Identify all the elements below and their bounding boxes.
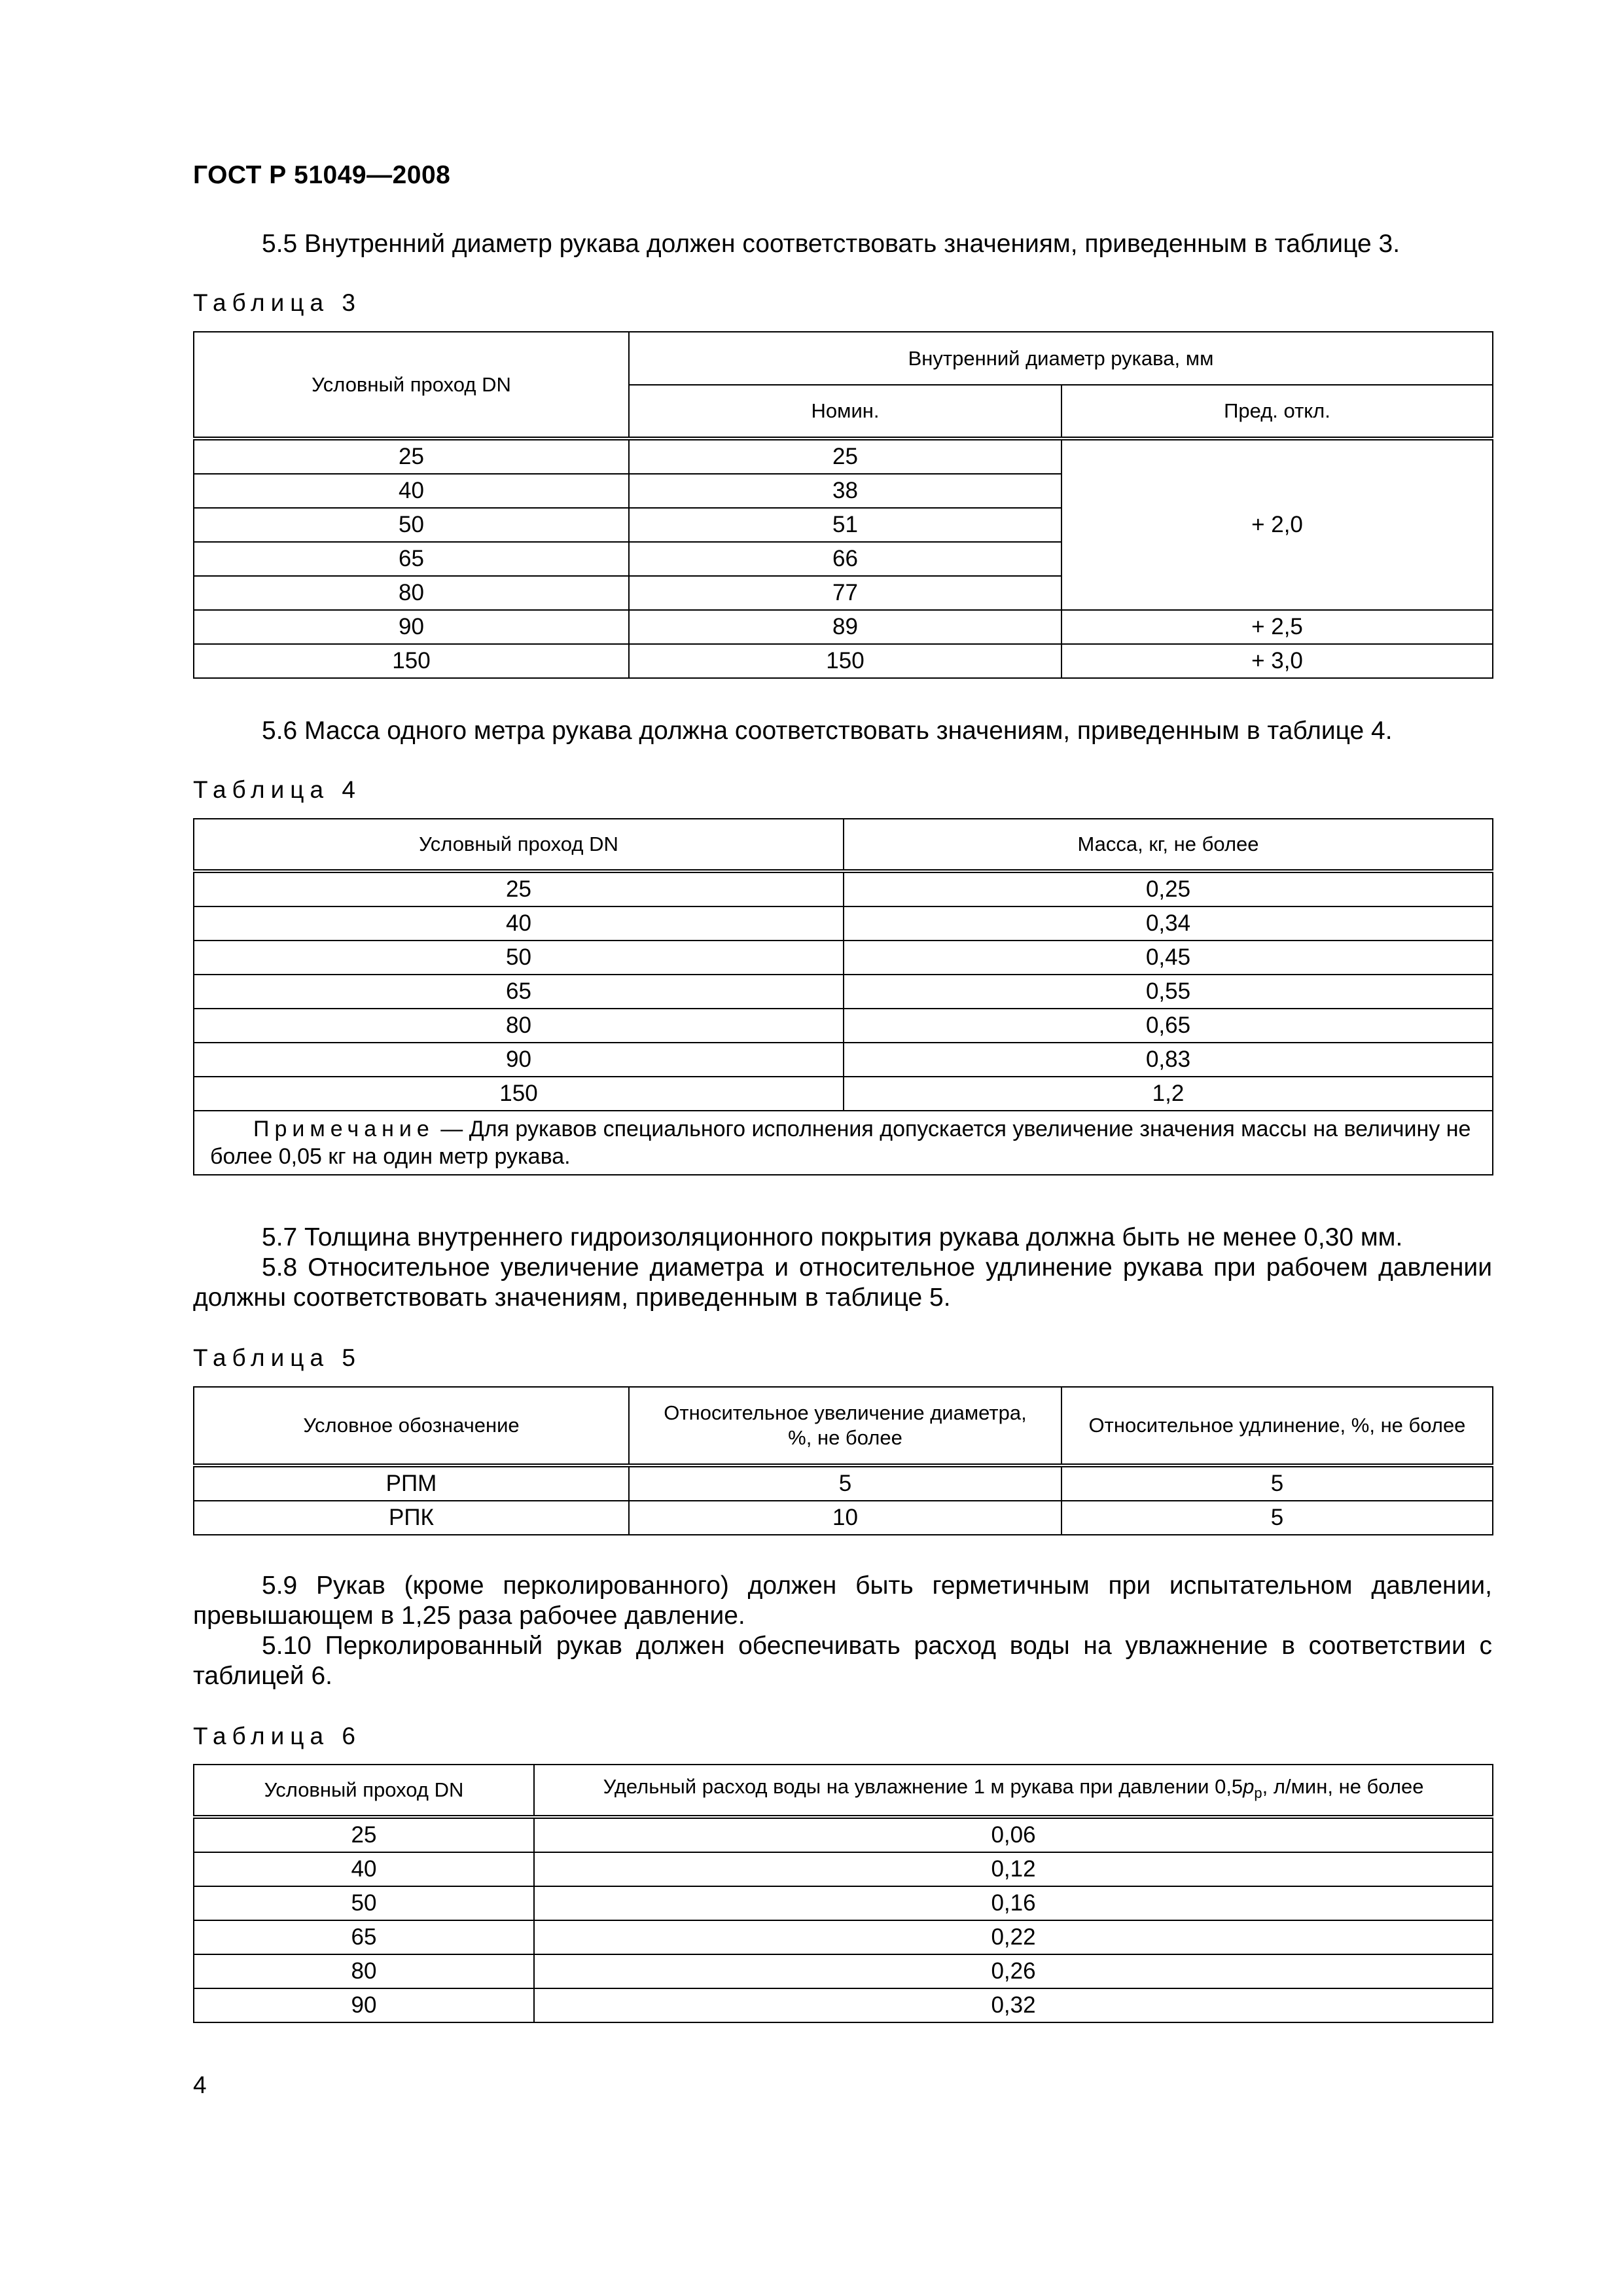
table-cell: 80 (194, 1954, 534, 1988)
table-cell: 65 (194, 542, 629, 576)
table-4-note (194, 1111, 1493, 1175)
paragraph-5-9: 5.9 Рукав (кроме перколированного) должен быть герметичным при испытательном давлении, превышающем в 1,25 раза рабочее давление. (193, 1571, 1492, 1630)
table-cell: 40 (194, 1852, 534, 1886)
table-cell: 25 (194, 1817, 534, 1852)
table-5-header-elongation: Относительное удлинение, %, не более (1061, 1387, 1493, 1465)
table-cell: 0,16 (534, 1886, 1493, 1920)
table-5-caption: Таблица 5 (193, 1344, 361, 1371)
table-cell: 89 (629, 610, 1061, 644)
table-cell: 38 (629, 474, 1061, 508)
table-cell: 65 (194, 1920, 534, 1954)
table-3-header-nominal: Номин. (629, 385, 1061, 439)
table-cell: 0,83 (844, 1043, 1493, 1077)
table-row (194, 1920, 1493, 1954)
table-6-caption: Таблица 6 (193, 1723, 361, 1749)
table-cell: 25 (194, 439, 629, 474)
document-header: ГОСТ Р 51049—2008 (193, 161, 451, 189)
table-4-note-row (194, 1111, 1493, 1175)
table-4-header-dn: Условный проход DN (194, 819, 844, 871)
table-cell: 40 (194, 474, 629, 508)
table-cell: 50 (194, 508, 629, 542)
paragraph-5-7: 5.7 Толщина внутреннего гидроизоляционного покрытия рукава должна быть не менее 0,30 мм. (262, 1223, 1403, 1251)
note-text: — Для рукавов специального исполнения допускается увеличение значения массы на величину не более 0,05 кг на один метр рукава. (210, 1117, 1471, 1169)
note-label: Примечание (253, 1117, 435, 1141)
table-cell: 150 (194, 1077, 844, 1111)
table-cell: 65 (194, 975, 844, 1009)
table-6 (193, 1764, 1493, 2023)
table-3-header-deviation: Пред. откл. (1061, 385, 1493, 439)
table-cell: 50 (194, 941, 844, 975)
table-cell: 66 (629, 542, 1061, 576)
table-5 (193, 1386, 1493, 1535)
table-cell: 50 (194, 1886, 534, 1920)
table-cell: 90 (194, 610, 629, 644)
table-row (194, 1043, 1493, 1077)
table-row (194, 1988, 1493, 2022)
table-cell: 0,25 (844, 871, 1493, 906)
table-cell: 0,32 (534, 1988, 1493, 2022)
table-row (194, 1886, 1493, 1920)
table-6-header-flow: Удельный расход воды на увлажнение 1 м рукава при давлении $0,5p_р$, л/мин, не более (534, 1765, 1493, 1817)
table-cell: 77 (629, 576, 1061, 610)
table-row (194, 1465, 1493, 1501)
table-3 (193, 331, 1493, 679)
paragraph-5-5: 5.5 Внутренний диаметр рукава должен соответствовать значениям, приведенным в таблице 3. (262, 230, 1400, 258)
table-3-header-dn: Условный проход DN (194, 332, 629, 439)
table-row (194, 1501, 1493, 1535)
table-3-header-diameter: Внутренний диаметр рукава, мм (629, 332, 1493, 385)
table-row (194, 644, 1493, 678)
table-row (194, 941, 1493, 975)
table-cell: 90 (194, 1043, 844, 1077)
table-cell: 1,2 (844, 1077, 1493, 1111)
table-row (194, 871, 1493, 906)
paragraph-5-6: 5.6 Масса одного метра рукава должна соответствовать значениям, приведенным в таблице 4. (262, 717, 1393, 745)
table-cell: 10 (629, 1501, 1061, 1535)
table-cell: 80 (194, 1009, 844, 1043)
paragraph-5-10: 5.10 Перколированный рукав должен обеспечивать расход воды на увлажнение в соответствии с таблицей 6. (193, 1632, 1492, 1690)
table-cell: 80 (194, 576, 629, 610)
table-cell: 0,12 (534, 1852, 1493, 1886)
table-cell: + 3,0 (1061, 644, 1493, 678)
table-row (194, 1817, 1493, 1852)
table-row (194, 1009, 1493, 1043)
table-cell: 0,06 (534, 1817, 1493, 1852)
table-cell: 0,22 (534, 1920, 1493, 1954)
table-cell: 90 (194, 1988, 534, 2022)
table-5-header-diameter-increase: Относительное увеличение диаметра, %, не более (629, 1387, 1061, 1465)
table-5-header-designation: Условное обозначение (194, 1387, 629, 1465)
table-row (194, 906, 1493, 941)
table-6-header-dn: Условный проход DN (194, 1765, 534, 1817)
table-row (194, 1077, 1493, 1111)
table-4-header-mass: Масса, кг, не более (844, 819, 1493, 871)
table-cell: 0,34 (844, 906, 1493, 941)
table-cell: РПМ (194, 1465, 629, 1501)
table-cell: 5 (1061, 1465, 1493, 1501)
table-row (194, 610, 1493, 644)
table-cell: 25 (194, 871, 844, 906)
table-4-caption: Таблица 4 (193, 776, 361, 803)
table-cell: 0,26 (534, 1954, 1493, 1988)
table-row (194, 1852, 1493, 1886)
table-3-caption: Таблица 3 (193, 289, 361, 316)
table-cell: 150 (629, 644, 1061, 678)
table-cell: 0,55 (844, 975, 1493, 1009)
table-3-merged-deviation: + 2,0 (1061, 439, 1493, 610)
table-cell: + 2,5 (1061, 610, 1493, 644)
table-cell: 0,65 (844, 1009, 1493, 1043)
table-4 (193, 818, 1493, 1175)
table-cell: 5 (1061, 1501, 1493, 1535)
page-number: 4 (193, 2072, 207, 2098)
table-cell: 150 (194, 644, 629, 678)
table-row (194, 439, 1493, 474)
table-cell: 0,45 (844, 941, 1493, 975)
table-cell: РПК (194, 1501, 629, 1535)
table-cell: 5 (629, 1465, 1061, 1501)
paragraph-5-8: 5.8 Относительное увеличение диаметра и относительное удлинение рукава при рабочем давлении должны соответствовать значениям, приведенным в таблице 5. (193, 1253, 1492, 1312)
table-cell: 25 (629, 439, 1061, 474)
table-row (194, 1954, 1493, 1988)
table-row (194, 975, 1493, 1009)
table-cell: 40 (194, 906, 844, 941)
table-cell: 51 (629, 508, 1061, 542)
